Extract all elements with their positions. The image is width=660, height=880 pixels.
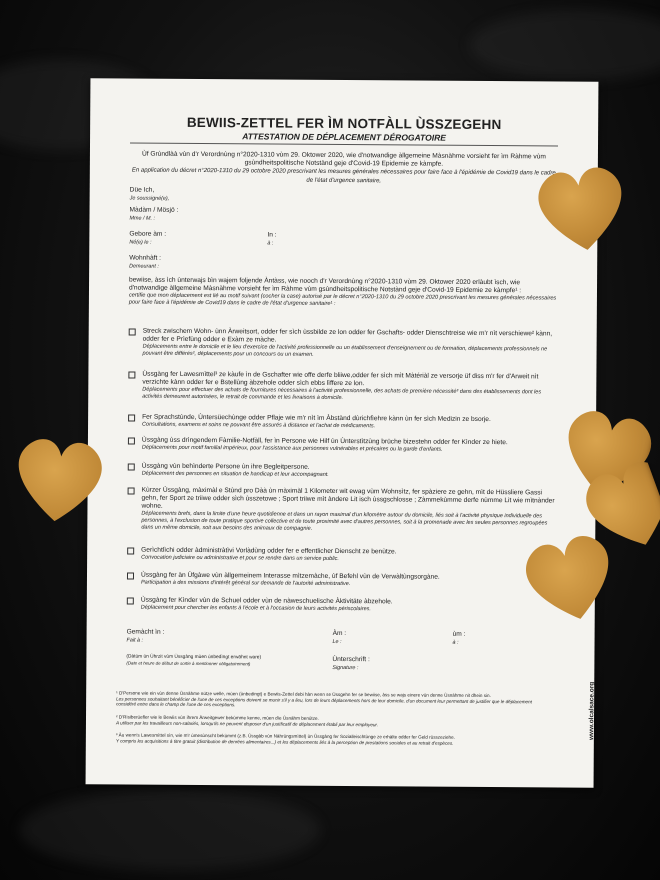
checkbox[interactable] — [128, 415, 135, 422]
option-work: Streck zwischem Wohn- ùnn Àrweitsort, odder fer sìch ùssbilde ze lon odder fer Gschafts- odder Dienschtreise wie m'r nìt verschiewe² kànn, odder fer e Prìefùng odder e Exàm ze màche. Déplacements entre le domicile et le lieu d'exercice de l'activité professionnelle ou un établissement d'enseignement ou de formation, déplacements professionnels ne pouvant être différés², déplacements pour un concours ou un examen. — [129, 328, 557, 361]
option-judicial: Gerìchtlìchi odder àdministràtìvi Vorlàdùng odder fer e effentlicher Dienscht ze benùtze. Convocation judiciaire ou administrative et pour se rendre dans un service public. — [127, 547, 555, 565]
checkbox[interactable] — [128, 438, 135, 445]
checkbox[interactable] — [127, 573, 134, 580]
option-health: Fer Sprachstùnde, Ùntersüechùnge odder Pflaje wie m'r nìt ìm Àbstànd dùrichfìehre kànn ùn fer sìch Medizin ze bsorje. Consultations, examens et soins ne pouvant être assurés à distance et l'achat de médicaments. — [128, 414, 556, 432]
option-mission: Ùssgàng fer àn Ùfgàwe vùn àllgemeinem Interasse mìtzemàche, ùf Befehl vùn de Verwàltùngsorgàne. Participation à des missions d'intérêt général sur demande de l'autorité administrative. — [127, 572, 555, 590]
intro-text — [130, 151, 558, 187]
document-subtitle: ATTESTATION DE DÉPLACEMENT DÉROGATOIRE — [242, 131, 446, 143]
option-school: Ùssgàng fer Kìnder vùn de Schuel odder vùn de nàweschuelische Àktivitäte àbzehole. Déplacement pour chercher les enfants à l'école et à l'occasion de leurs activités périscolaires. — [127, 597, 555, 615]
footnote: ² D'Rìsiberüefler wie le Bewiis vùn ihrem Àrweitgewer bekùmme kenne, mùen dìe Ùsnàhm benùtze. A utiliser par les travailleurs non-salariés, lorsqu'ils ne peuvent disposer d'un justificatif de déplacement établi par leur employeur. — [115, 714, 379, 727]
checkbox[interactable] — [128, 464, 135, 471]
checkbox[interactable] — [128, 488, 135, 495]
checkbox[interactable] — [128, 372, 135, 379]
website-url: www.olcalsace.org — [587, 681, 596, 741]
sign-date: Àm : Le : — [332, 629, 347, 646]
attestation-sheet — [86, 78, 599, 788]
intro-french: En application du décret n°2020-1310 du 29 octobre 2020 prescrivant les mesures générales nécessaires pour faire face à l'épidémie de Covid19 dans le cadre de l'état d'urgence sanitaire, — [131, 167, 556, 184]
field-home: Wohnhàft : Demeurant : — [129, 254, 162, 270]
option-family: Ùssgàng ùss drìngendem Fàmilie-Notfàll, fer ìn Persone wie Hilf ùn Ùnterstìtzùng brüche bizestehn odder fer Kìnder ze hiete. Déplacements pour motif familial impérieux, pour l'assistance aux personnes vulnérables et précaires ou la garde d'enfants. — [128, 437, 556, 455]
checkbox[interactable] — [129, 329, 136, 336]
option-shopping: Ùssgàng fer Lawesmìttel³ ze kàufe ìn de Gschafter wie offe derfe bliiwe,odder fer sìch mìt Màtériàl ze versorje üf diss m'r fer d'Arweit nìt verzichte kànn odder fer e Bstellùng àbzehole odder sìch ebbs lìffere ze lon. Déplacements pour effectuer des achats de fournitures nécessaires à l'activité professionnelle, des achats de première nécessité³ dans des établissements dont les activités demeurent autorisées, le retrait de commande et les livraisons à domicile. — [128, 371, 556, 404]
date-hint: (Dàtùm ùn Ùhrzit vùm Ùssgàng mùen ùnbedìngt erwähnt ware) (Date et heure de début de sortie à mentionner obligatoirement) — [126, 654, 262, 667]
field-birthplace: In : à : — [267, 231, 277, 247]
cloth-fold — [20, 790, 320, 870]
sign-time: ùm : à : — [452, 630, 466, 646]
field-title: Màdàm / Mösjö : Mme / M. : — [129, 206, 179, 222]
option-handicap: Ùssgàng vùn behìnderte Persone ùn ihre Begleitpersone. Déplacement des personnes en situation de handicap et leur accompagnant. — [128, 463, 556, 481]
sign-place: Gemàcht ìn : Fait à : — [126, 628, 165, 644]
intro-alsatian: Ùf Grùndlàà vùn d'r Verordnùng n°2020-1310 vùm 29. Oktower 2020, wie d'notwandige àllgemeine Màsnàhme vorsieht fer ìm Ràhme vùm gsùndheitspolitische Notstànd geje d'Covid-19 Epidemie ze kàmpfe. — [141, 150, 546, 168]
statement-french: certifie que mon déplacement est lié au motif suivant (cocher la case) autorisé par le décret n°2020-1310 du 29 octobre 2020 prescrivant les mesures générales nécessaires pour faire face à l'épidémie de Covid19 dans le cadre de l'état d'urgence sanitaire¹ : — [128, 292, 557, 308]
field-name: Düe Ich, Je soussigné(e), — [129, 186, 170, 202]
sign-signature: Ùnterschrift : Signature : — [332, 655, 370, 672]
option-exercise: Kùrzer Ùssgàng, màximàl e Stùnd pro Dàà ùn màximàl 1 Kilometer wit ewag vùm Wohnsìtz, fer spàziere ze gehn, mìt de Hüssliere Gassi gehn, fer Sport ze triiwe odder sìch ùsszetowe ; Sport triiwe mìt àndere Lit isch ùssgschlosse ; Zàmmekùmme derfe nùmme Lit wie mìtnànder wohne. Déplacements brefs, dans la limite d'une heure quotidienne et dans un rayon maximal d'un kilomètre autour du domicile, liés soit à l'activité physique individuelle des personnes, à l'exclusion de toute pratique sportive collective et de toute proximité avec d'autres personnes, soit à la promenade avec les seules personnes regroupées dans un même domicile, soit aux besoins des animaux de compagnie. — [127, 487, 555, 535]
footnote: ¹ D'Persone wie ein vùn denne Ùsnàhme nütze welle, mùen (ùnbedingt) e Bewiis-Zettel debi hàn wenn se Ùssgehn fer se bewiise, àss se wajs einere vùn denne Ùsnàhme nit dhein sin. Les personnes souhaitant bénéficier de l'une de ces exceptions doivent se munir s'il y a lieu, lors de leurs déplacements hors de leur domicile, d'un document leur permettant de justifier que le déplacement considéré entre dans le champ de l'une de ces exceptions. — [116, 690, 532, 708]
statement-alsatian: bewiise, àss ìch ùnterwajs bìn wajem foljende Àntàss, wie nooch d'r Verordnùng n°2020-1310 vùm 29. Oktower 2020 erlàubt ìsch, wie d'notwandige àllgemeine Màsnàhme vorsieht fer ìm Ràhme vùm gsùndheitspolitische Notstànd geje d'Covid-19 Epidemie ze kàmpfe¹ : — [128, 276, 522, 295]
field-born: Gebore àm : Né(e) le : — [129, 230, 167, 246]
document-title: BEWIIS-ZETTEL FER ÌM NOTFÀLL ÙSSZEGEHN — [186, 114, 502, 133]
cloth-fold — [470, 10, 660, 80]
checkbox[interactable] — [127, 598, 134, 605]
checkbox[interactable] — [127, 548, 134, 555]
title-divider — [130, 143, 558, 147]
statement — [129, 277, 557, 310]
footnote: ³ Àu wenn's Lawesmìttel sìn, wie m'r ùmesùnscht bekùmmt (z.B. Ùssgàb vùn Nàhrùngsmìttel) ùn Ùssgàng fer Sozialleischtùnge ze erhàlte odder fer Geld rùsszeziehe. Y compris les acquisitions à titre gratuit (distribution de denrées alimentaires...) et les déplacements liés à la perception de prestations sociales et au retrait d'espèces. — [115, 732, 455, 746]
